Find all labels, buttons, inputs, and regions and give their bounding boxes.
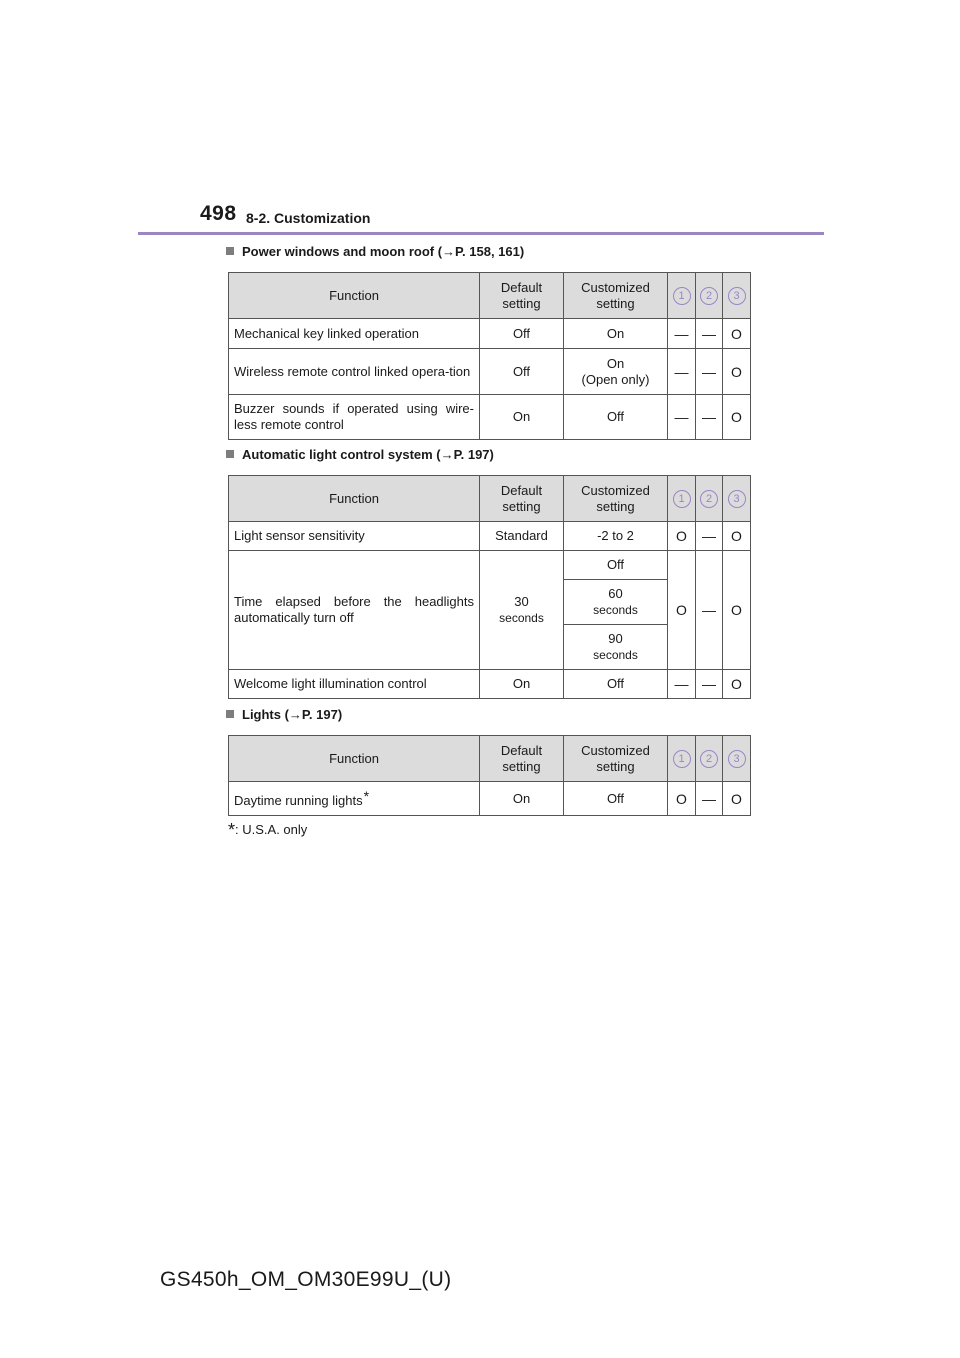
power-windows-table bbox=[228, 272, 751, 440]
table-row: Time elapsed before the headlights automatically turn off 30 seconds Off O — O bbox=[229, 551, 751, 580]
col-method-3 bbox=[723, 736, 751, 782]
document-id: GS450h_OM_OM30E99U_(U) bbox=[160, 1268, 452, 1291]
table-row: 90 seconds bbox=[229, 625, 751, 670]
col-method-1 bbox=[668, 273, 696, 319]
circled-3-icon: 3 bbox=[728, 287, 746, 305]
circled-1-icon: 1 bbox=[673, 750, 691, 768]
footnote: *: U.S.A. only bbox=[228, 820, 308, 840]
circled-3-icon: 3 bbox=[728, 750, 746, 768]
col-method-2 bbox=[696, 476, 723, 522]
col-function: Function bbox=[229, 273, 480, 319]
col-default: Default setting bbox=[480, 476, 564, 522]
table-row: Wireless remote control linked opera-tion Off On (Open only) — — O bbox=[229, 349, 751, 395]
col-customized: Customized setting bbox=[564, 476, 668, 522]
col-function: Function bbox=[229, 736, 480, 782]
circled-2-icon: 2 bbox=[700, 490, 718, 508]
col-customized: Customized setting bbox=[564, 736, 668, 782]
header-divider bbox=[138, 232, 824, 235]
table-row: 60 seconds bbox=[229, 580, 751, 625]
table-header-row bbox=[229, 273, 751, 319]
col-method-1 bbox=[668, 736, 696, 782]
table-header-row bbox=[229, 476, 751, 522]
section-title-power-windows: Power windows and moon roof (→P. 158, 161) bbox=[226, 244, 524, 259]
table-row: Daytime running lights* On Off O — O bbox=[229, 782, 751, 816]
table-row: Welcome light illumination control On Off — — O bbox=[229, 670, 751, 699]
section-title-auto-light: Automatic light control system (→P. 197) bbox=[226, 447, 494, 462]
square-bullet-icon bbox=[226, 710, 234, 718]
col-default: Default setting bbox=[480, 273, 564, 319]
col-method-2 bbox=[696, 273, 723, 319]
square-bullet-icon bbox=[226, 450, 234, 458]
col-default: Default setting bbox=[480, 736, 564, 782]
col-method-1 bbox=[668, 476, 696, 522]
col-method-2 bbox=[696, 736, 723, 782]
col-function: Function bbox=[229, 476, 480, 522]
table-row: Light sensor sensitivity Standard -2 to 2 O — O bbox=[229, 522, 751, 551]
footnote-mark: * bbox=[363, 788, 370, 804]
circled-1-icon: 1 bbox=[673, 490, 691, 508]
square-bullet-icon bbox=[226, 247, 234, 255]
page-number: 498 bbox=[200, 202, 237, 225]
table-row: Mechanical key linked operation Off On — — O bbox=[229, 319, 751, 349]
page-header bbox=[200, 202, 824, 234]
auto-light-table bbox=[228, 475, 751, 699]
circled-3-icon: 3 bbox=[728, 490, 746, 508]
col-method-3 bbox=[723, 476, 751, 522]
circled-2-icon: 2 bbox=[700, 750, 718, 768]
lights-table bbox=[228, 735, 751, 816]
section-title-lights: Lights (→P. 197) bbox=[226, 707, 342, 722]
section-heading: 8-2. Customization bbox=[246, 210, 371, 226]
table-row: Buzzer sounds if operated using wire-less remote control On Off — — O bbox=[229, 395, 751, 440]
col-method-3 bbox=[723, 273, 751, 319]
table-header-row bbox=[229, 736, 751, 782]
col-customized: Customized setting bbox=[564, 273, 668, 319]
circled-2-icon: 2 bbox=[700, 287, 718, 305]
circled-1-icon: 1 bbox=[673, 287, 691, 305]
